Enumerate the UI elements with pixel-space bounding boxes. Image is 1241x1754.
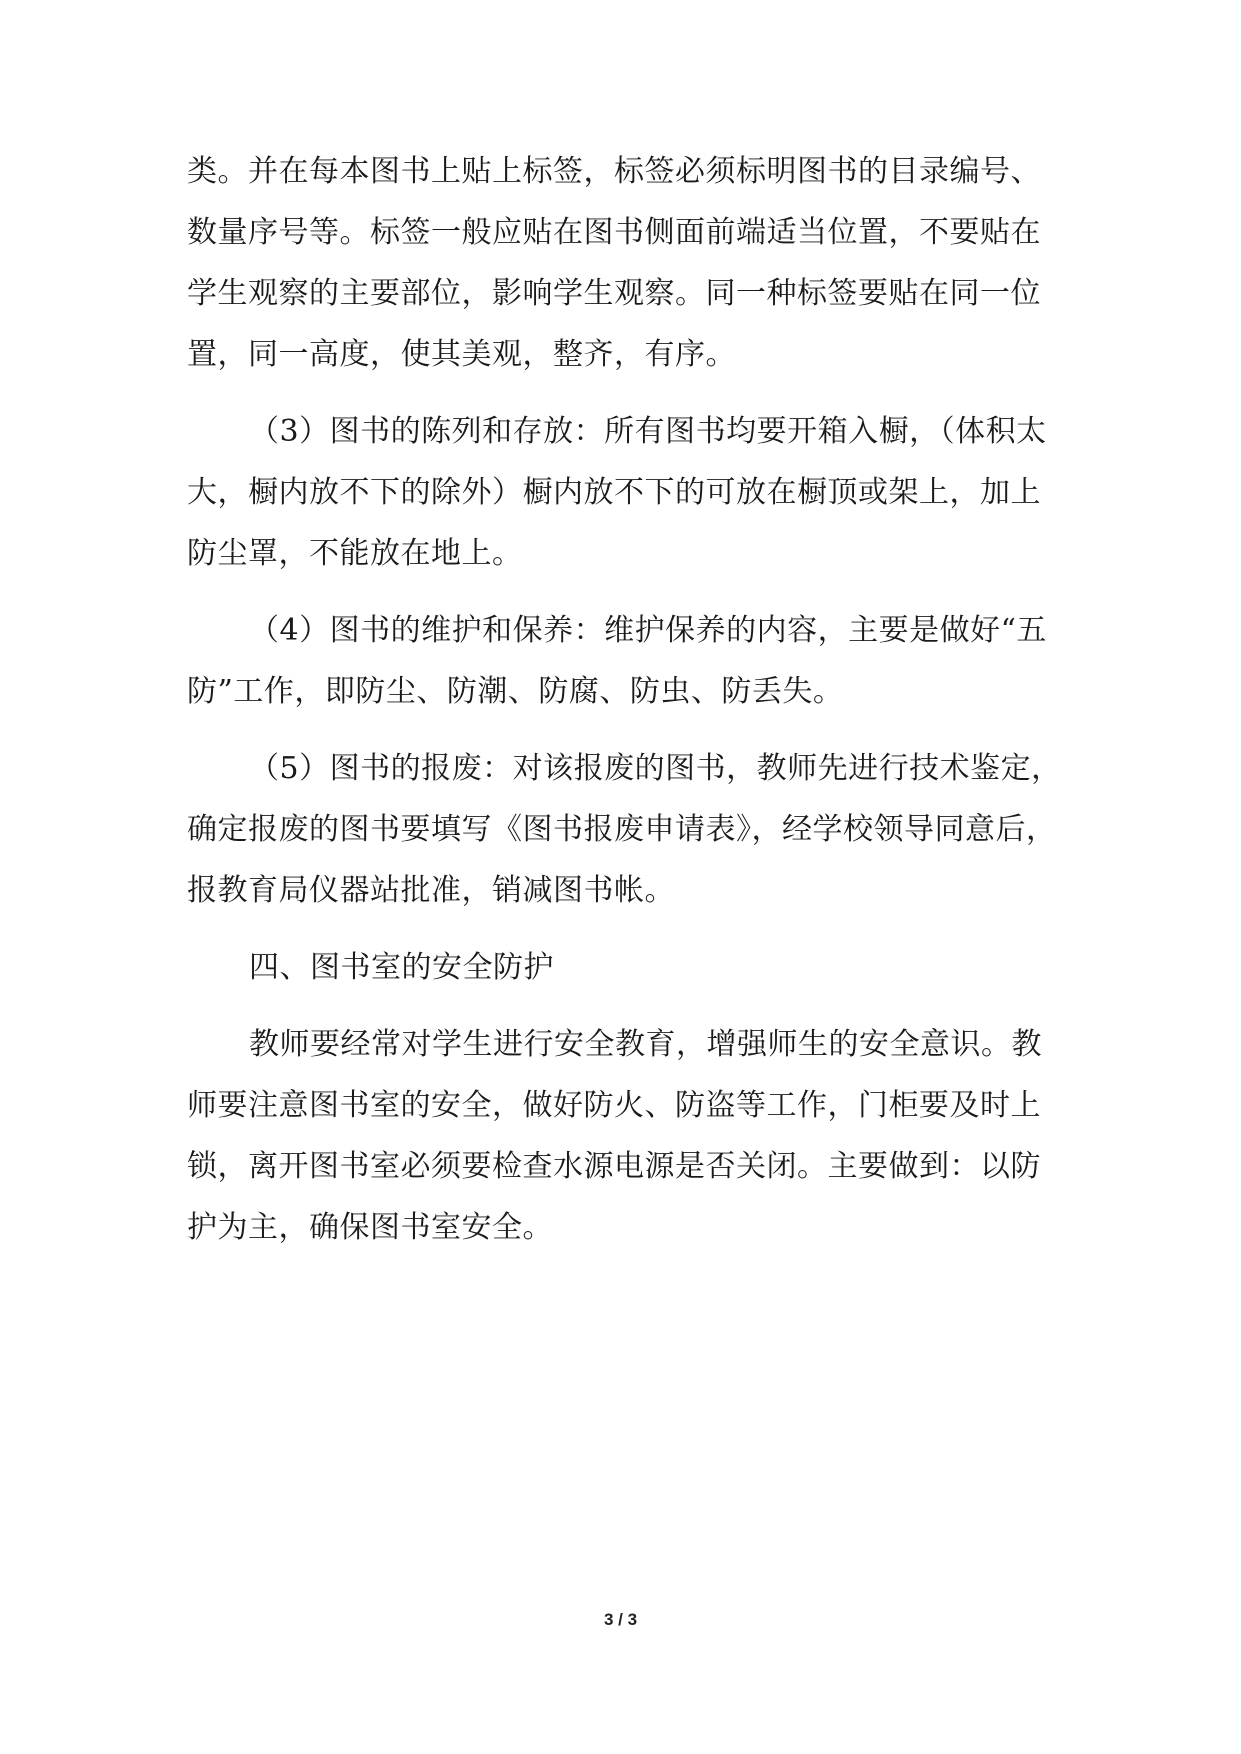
body-text-line: 教师要经常对学生进行安全教育，增强师生的安全意识。教: [249, 1027, 1042, 1062]
section-heading: 四、图书室的安全防护: [249, 950, 554, 985]
body-text-line: 数量序号等。标签一般应贴在图书侧面前端适当位置，不要贴在: [187, 215, 1041, 250]
body-text-line: 师要注意图书室的安全，做好防火、防盗等工作，门柜要及时上: [187, 1088, 1041, 1123]
body-text-line: （5）图书的报废：对该报废的图书，教师先进行技术鉴定，: [249, 751, 1062, 786]
body-text-line: 确定报废的图书要填写《图书报废申请表》，经学校领导同意后，: [187, 812, 1057, 847]
body-text-line: 防尘罩，不能放在地上。: [187, 536, 523, 571]
body-text-line: 大，橱内放不下的除外）橱内放不下的可放在橱顶或架上，加上: [187, 475, 1041, 510]
body-text-line: （3）图书的陈列和存放：所有图书均要开箱入橱，（体积太: [249, 414, 1047, 449]
body-text-line: 类。并在每本图书上贴上标签，标签必须标明图书的目录编号、: [187, 154, 1041, 189]
body-text-line: 锁，离开图书室必须要检查水源电源是否关闭。主要做到：以防: [187, 1149, 1041, 1184]
body-text-line: 置，同一高度，使其美观，整齐，有序。: [187, 337, 736, 372]
body-text-line: 报教育局仪器站批准，销减图书帐。: [187, 873, 675, 908]
body-text-line: 学生观察的主要部位，影响学生观察。同一种标签要贴在同一位: [187, 276, 1041, 311]
body-text-line: 护为主，确保图书室安全。: [187, 1210, 553, 1245]
body-text-line: （4）图书的维护和保养：维护保养的内容，主要是做好“五: [249, 613, 1047, 648]
body-text-line: 防”工作，即防尘、防潮、防腐、防虫、防丢失。: [187, 674, 844, 709]
page-number: 3 / 3: [603, 1610, 638, 1629]
